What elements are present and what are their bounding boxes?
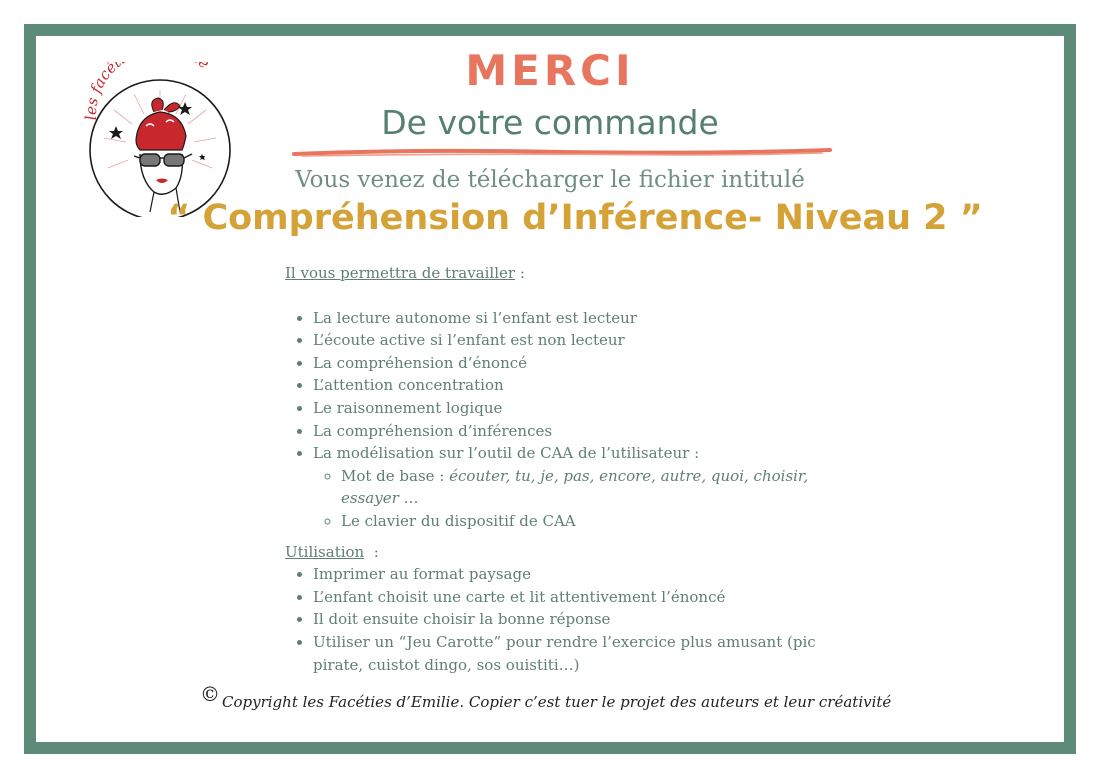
list-item: • L’attention concentration	[313, 374, 855, 397]
copyright-icon: ©	[200, 682, 220, 706]
file-title: “ Compréhension d’Inférence- Niveau 2 ”	[167, 198, 983, 238]
skills-heading-text: Il vous permettra de travailler	[285, 264, 516, 282]
page-subtitle: De votre commande	[381, 103, 719, 142]
list-item: • Il doit ensuite choisir la bonne réponse	[313, 608, 855, 631]
base-words-prefix: Mot de base :	[341, 466, 450, 485]
caa-sublist	[313, 465, 855, 533]
usage-heading	[285, 541, 855, 564]
list-item: • L’enfant choisit une carte et lit attentivement l’énoncé	[313, 586, 855, 609]
content-body	[285, 262, 855, 676]
page-title: MERCI	[465, 46, 635, 95]
list-item-caa	[313, 442, 855, 532]
list-item: • L’écoute active si l’enfant est non lecteur	[313, 329, 855, 352]
caa-label: La modélisation sur l’outil de CAA de l’utilisateur :	[313, 444, 700, 463]
usage-heading-colon: :	[364, 542, 379, 561]
sublist-item-keyboard: ◦ Le clavier du dispositif de CAA	[341, 510, 855, 533]
copyright-text: Copyright les Facéties d’Emilie. Copier c’est tuer le projet des auteurs et leur créativité	[222, 693, 892, 711]
skills-list	[285, 307, 855, 533]
list-item: • Le raisonnement logique	[313, 397, 855, 420]
list-item: • La lecture autonome si l’enfant est lecteur	[313, 307, 855, 330]
brush-stroke-divider	[292, 146, 832, 160]
list-item: • La compréhension d’énoncé	[313, 352, 855, 375]
usage-heading-text: Utilisation	[285, 542, 365, 561]
logo-text: s facét e	[84, 62, 214, 108]
sublist-item-base-words	[341, 465, 855, 510]
copyright-notice	[200, 682, 892, 712]
list-item: • La compréhension d’inférences	[313, 420, 855, 443]
download-intro: Vous venez de télécharger le fichier intitulé	[295, 167, 805, 193]
skills-heading-colon: :	[515, 264, 525, 282]
list-item: • Utiliser un “Jeu Carotte” pour rendre l’exercice plus amusant (pic pirate, cuistot dingo, sos ouistiti…)	[313, 631, 855, 676]
base-words: écouter, tu, je, pas, encore, autre, quoi, choisir, essayer …	[341, 466, 809, 508]
usage-list	[285, 563, 855, 676]
list-item: • Imprimer au format paysage	[313, 563, 855, 586]
skills-heading	[285, 262, 855, 285]
